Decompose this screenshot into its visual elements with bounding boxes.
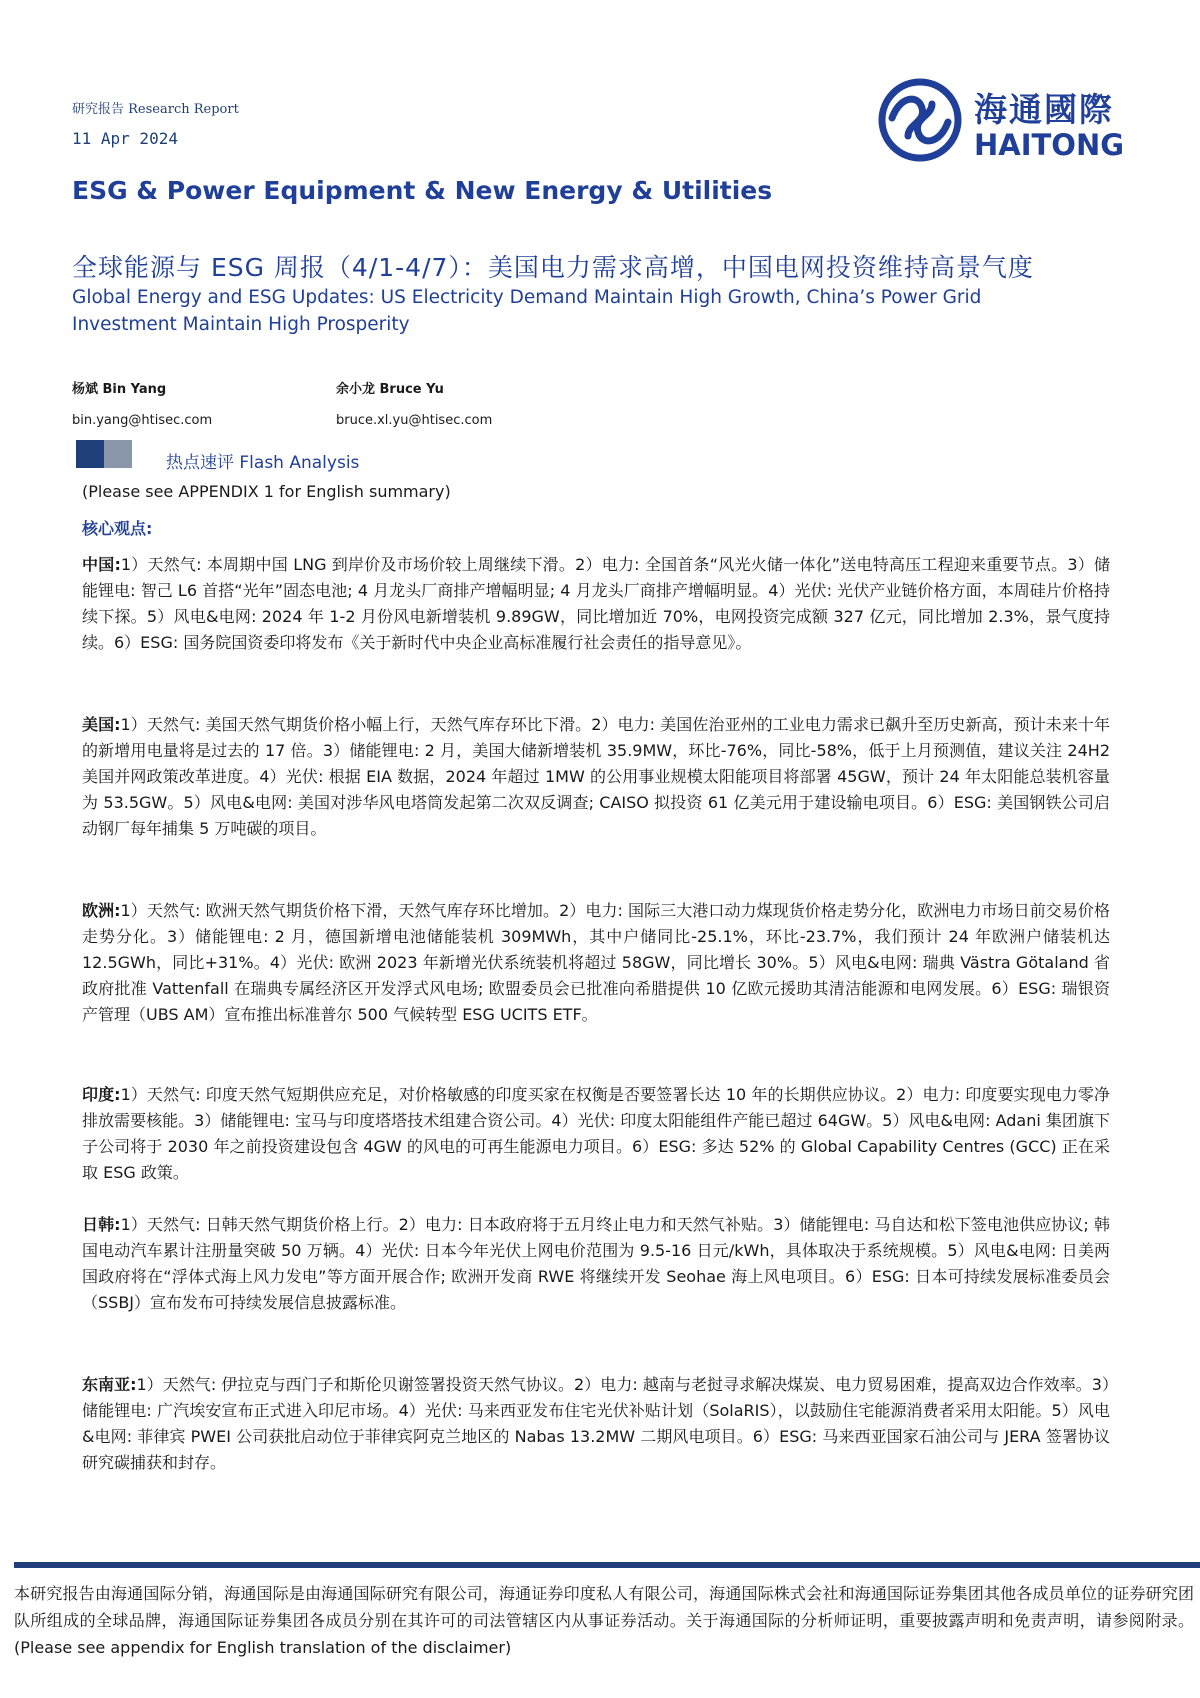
logo-name-en: HAITONG [974,128,1125,162]
haitong-logo [878,78,1138,170]
region-label: 东南亚: [82,1375,137,1394]
footer-divider [14,1562,1200,1568]
report-header [72,98,239,148]
logo-name-cn: 海通國際 [974,90,1114,129]
report-title-en: Global Energy and ESG Updates: US Electricity Demand Maintain High Growth, China’s Power Grid Investment Maintain High Prosperity [72,287,982,335]
author-name: 余小龙 Bruce Yu [336,382,444,397]
region-label: 日韩: [82,1215,121,1234]
section-china [82,552,1110,656]
disclaimer-text: 本研究报告由海通国际分销，海通国际是由海通国际研究有限公司，海通证券印度私人有限公司，海通国际株式会社和海通国际证券集团其他各成员单位的证券研究团队所组成的全球品牌，海通国际证券集团各成员分别在其许可的司法管辖区内从事证券活动。关于海通国际的分析师证明，重要披露声明和免责声明，请参阅附录。(Please see appendix for English translation of the disclaimer) [14,1584,1194,1657]
section-southeast-asia [82,1372,1110,1476]
author-1 [72,378,212,428]
sector-title: ESG & Power Equipment & New Energy & Utilities [72,176,773,205]
section-india [82,1082,1110,1186]
section-text: 1）天然气: 欧洲天然气期货价格下滑，天然气库存环比增加。2）电力: 国际三大港口动力煤现货价格走势分化，欧洲电力市场日前交易价格走势分化。3）储能锂电: 2 月，德国新增电池储能装机 309MWh，其中户储同比-25.1%，环比-23.7%，我们预计 24 年欧洲户储装机达 12.5GWh，同比+31%。4）光伏: 欧洲 2023 年新增光伏系统装机将超过 58GW，同比增长 30%。5）风电&电网: 瑞典 Västra Götaland 省政府批准 Vattenfall 在瑞典专属经济区开发浮式风电场; 欧盟委员会已批准向希腊提供 10 亿欧元援助其清洁能源和电网发展。6）ESG: 瑞银资产管理（UBS AM）宣布推出标准普尔 500 气候转型 ESG UCITS ETF。 [82,901,1110,1024]
section-usa [82,712,1110,842]
region-label: 印度: [82,1085,121,1104]
marker-block-light [104,440,132,468]
report-type: 研究报告 Research Report [72,102,239,117]
section-text: 1）天然气: 本周期中国 LNG 到岸价及市场价较上周继续下滑。2）电力: 全国首条“风光火储一体化”送电特高压工程迎来重要节点。3）储能锂电: 智己 L6 首搭“光年”固态电池; 4 月龙头厂商排产增幅明显; 4 月龙头厂商排产增幅明显。4）光伏: 光伏产业链价格方面，本周硅片价格持续下探。5）风电&电网: 2024 年 1-2 月份风电新增装机 9.89GW，同比增加近 70%，电网投资完成额 327 亿元，同比增加 2.3%，景气度持续。6）ESG: 国务院国资委印将发布《关于新时代中央企业高标准履行社会责任的指导意见》。 [82,555,1110,652]
region-label: 美国: [82,715,121,734]
section-text: 1）天然气: 印度天然气短期供应充足，对价格敏感的印度买家在权衡是否要签署长达 10 年的长期供应协议。2）电力: 印度要实现电力零净排放需要核能。3）储能锂电: 宝马与印度塔塔技术组建合资公司。4）光伏: 印度太阳能组件产能已超过 64GW。5）风电&电网: Adani 集团旗下子公司将于 2030 年之前投资建设包含 4GW 的风电的可再生能源电力项目。6）ESG: 多达 52% 的 Global Capability Centres (GCC) 正在采取 ESG 政策。 [82,1085,1110,1182]
section-europe [82,898,1110,1028]
section-text: 1）天然气: 日韩天然气期货价格上行。2）电力: 日本政府将于五月终止电力和天然气补贴。3）储能锂电: 马自达和松下签电池供应协议; 韩国电动汽车累计注册量突破 50 万辆。4）光伏: 日本今年光伏上网电价范围为 9.5-16 日元/kWh，具体取决于系统规模。5）风电&电网: 日美两国政府将在“浮体式海上风力发电”等方面开展合作; 欧洲开发商 RWE 将继续开发 Seohae 海上风电项目。6）ESG: 日本可持续发展标准委员会（SSBJ）宣布发布可持续发展信息披露标准。 [82,1215,1110,1312]
marker-block-dark [76,440,104,468]
author-email[interactable]: bin.yang@htisec.com [72,413,213,428]
section-text: 1）天然气: 美国天然气期货价格小幅上行，天然气库存环比下滑。2）电力: 美国佐治亚州的工业电力需求已飙升至历史新高，预计未来十年的新增用电量将是过去的 17 倍。3）储能锂电: 2 月，美国大储新增装机 35.9MW，环比-76%，同比-58%，低于上月预测值，建议关注 24H2 美国并网政策改革进度。4）光伏: 根据 EIA 数据，2024 年超过 1MW 的公用事业规模太阳能项目将部署 45GW，预计 24 年太阳能总装机容量为 53.5GW。5）风电&电网: 美国对涉华风电塔筒发起第二次双反调查; CAISO 拟投资 61 亿美元用于建设输电项目。6）ESG: 美国钢铁公司启动钢厂每年捕集 5 万吨碳的项目。 [82,715,1110,838]
appendix-note: (Please see APPENDIX 1 for English summary) [82,482,451,501]
haitong-logo-icon [878,78,962,162]
section-text: 1）天然气: 伊拉克与西门子和斯伦贝谢签署投资天然气协议。2）电力: 越南与老挝寻求解决煤炭、电力贸易困难，提高双边合作效率。3）储能锂电: 广汽埃安宣布正式进入印尼市场。4）光伏: 马来西亚发布住宅光伏补贴计划（SolaRIS），以鼓励住宅能源消费者采用太阳能。5）风电&电网: 菲律宾 PWEI 公司获批启动位于菲律宾阿克兰地区的 Nabas 13.2MW 二期风电项目。6）ESG: 马来西亚国家石油公司与 JERA 签署协议研究碳捕获和封存。 [82,1375,1110,1472]
flash-analysis-label: 热点速评 Flash Analysis [166,453,360,473]
author-2 [336,378,492,428]
flash-analysis-marker [76,440,132,468]
author-name: 杨斌 Bin Yang [72,382,167,397]
report-title-cn: 全球能源与 ESG 周报（4/1-4/7）：美国电力需求高增，中国电网投资维持高景气度 [72,253,1034,282]
region-label: 欧洲: [82,901,121,920]
section-japan-korea [82,1212,1110,1316]
region-label: 中国: [82,555,121,574]
report-date: 11 Apr 2024 [72,129,178,148]
core-views-heading: 核心观点: [82,519,153,538]
author-email[interactable]: bruce.xl.yu@htisec.com [336,413,493,428]
